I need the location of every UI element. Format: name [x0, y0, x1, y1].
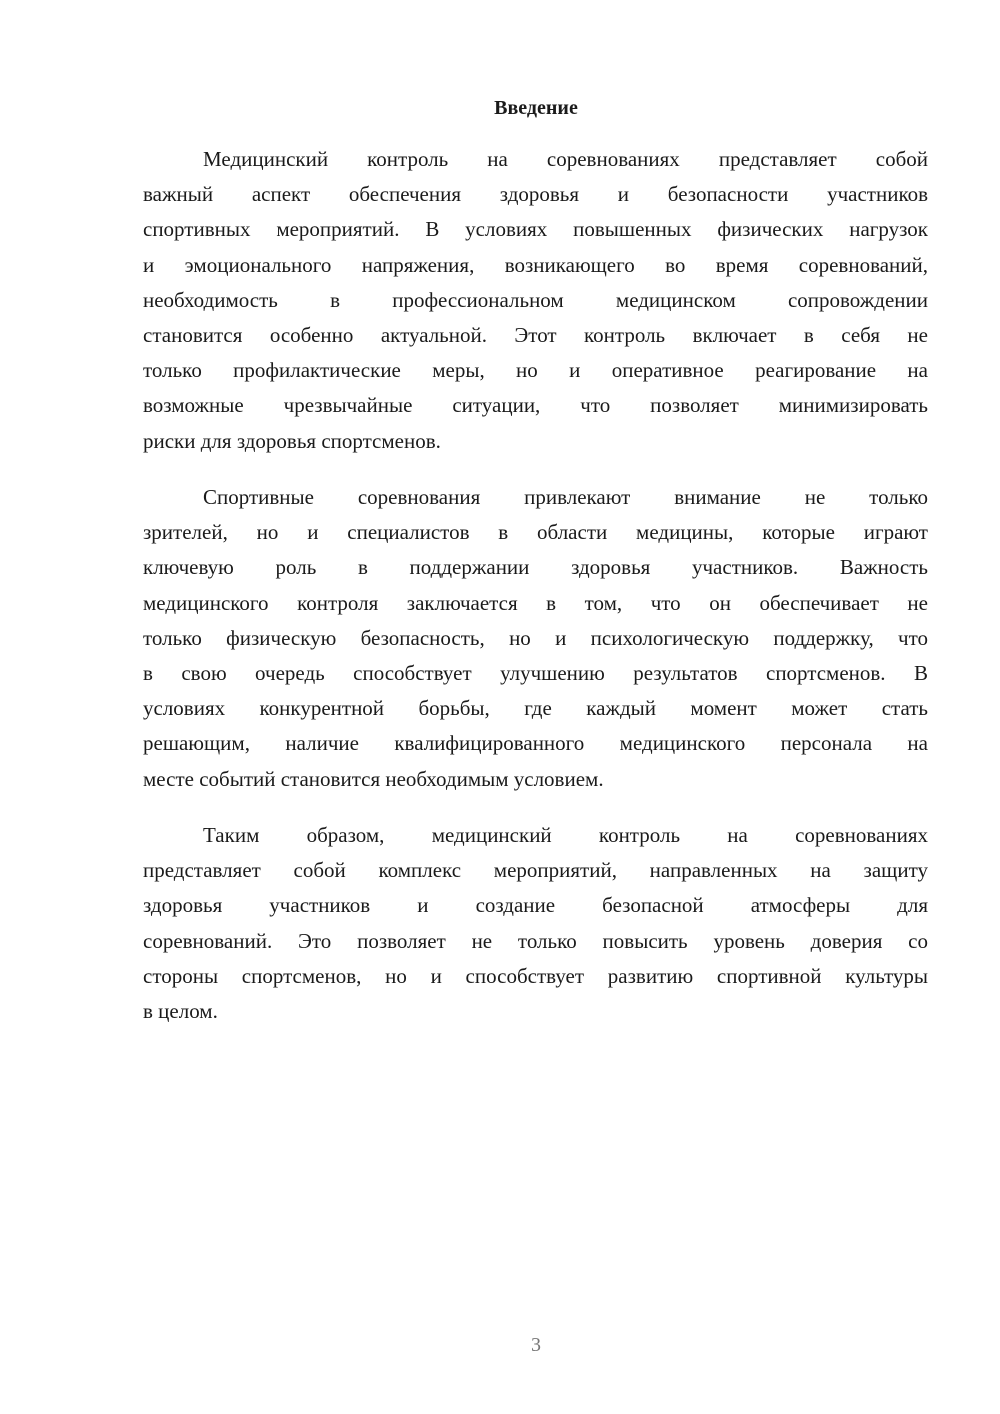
paragraph	[143, 142, 928, 459]
text-line: месте событий становится необходимым условием.	[143, 766, 604, 791]
text-line: важный аспект обеспечения здоровья и безопасности участников	[143, 182, 928, 207]
text-line: стороны спортсменов, но и способствует развитию спортивной культуры	[143, 963, 928, 988]
paragraph	[143, 818, 928, 1029]
text-line: Медицинский контроль на соревнованиях представляет собой	[203, 147, 928, 171]
text-line: медицинского контроля заключается в том, что он обеспечивает не	[143, 590, 928, 615]
text-line: соревнований. Это позволяет не только повысить уровень доверия со	[143, 928, 928, 953]
text-line: становится особенно актуальной. Этот контроль включает в себя не	[143, 322, 928, 347]
text-line: риски для здоровья спортсменов.	[143, 428, 441, 453]
text-line: спортивных мероприятий. В условиях повышенных физических нагрузок	[143, 217, 928, 242]
text-line: зрителей, но и специалистов в области медицины, которые играют	[143, 520, 928, 545]
text-line: в свою очередь способствует улучшению результатов спортсменов. В	[143, 660, 928, 685]
text-line: Спортивные соревнования привлекают внимание не только	[203, 485, 928, 509]
text-line: только физическую безопасность, но и психологическую поддержку, что	[143, 625, 928, 650]
paragraph	[143, 480, 928, 797]
page-title: Введение	[494, 97, 578, 119]
text-line: решающим, наличие квалифицированного медицинского персонала на	[143, 731, 928, 756]
page-number: 3	[531, 1334, 541, 1356]
text-line: Таким образом, медицинский контроль на соревнованиях	[203, 823, 928, 847]
text-line: здоровья участников и создание безопасной атмосферы для	[143, 893, 928, 918]
text-line: представляет собой комплекс мероприятий, направленных на защиту	[143, 858, 928, 883]
text-line: условиях конкурентной борьбы, где каждый момент может стать	[143, 696, 928, 721]
text-line: необходимость в профессиональном медицинском сопровождении	[143, 287, 928, 312]
text-line: и эмоционального напряжения, возникающего во время соревнований,	[143, 252, 928, 277]
text-line: ключевую роль в поддержании здоровья участников. Важность	[143, 555, 928, 580]
text-line: в целом.	[143, 998, 218, 1023]
text-line: возможные чрезвычайные ситуации, что позволяет минимизировать	[143, 393, 928, 418]
text-line: только профилактические меры, но и оперативное реагирование на	[143, 358, 928, 383]
